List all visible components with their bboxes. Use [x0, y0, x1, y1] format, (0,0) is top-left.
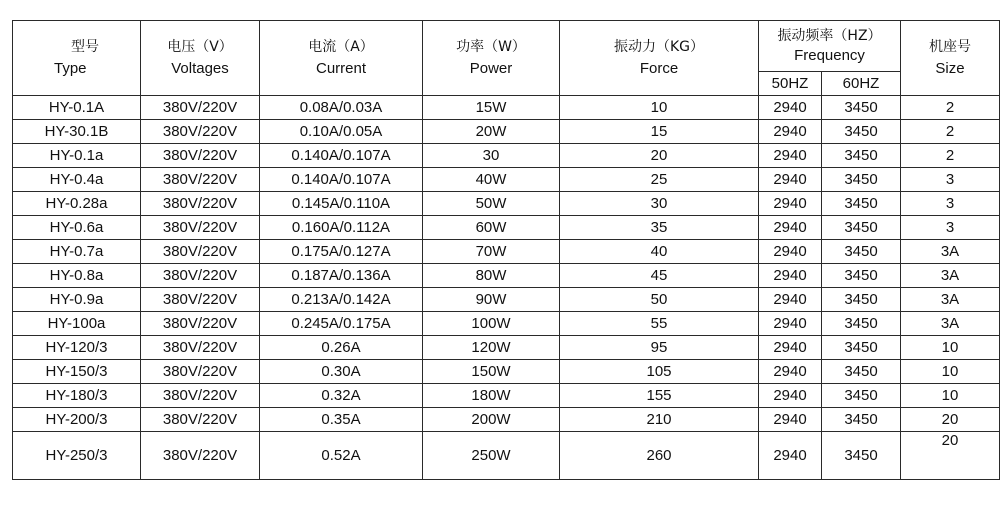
cell-power: 50W [423, 192, 560, 216]
cell-freq-50: 2940 [759, 120, 822, 144]
cell-size: 3A [901, 312, 1000, 336]
cell-power: 60W [423, 216, 560, 240]
table-row [13, 384, 1000, 408]
header-force [560, 21, 759, 96]
cell-freq-50: 2940 [759, 408, 822, 432]
cell-freq-50: 2940 [759, 192, 822, 216]
cell-voltage: 380V/220V [141, 336, 260, 360]
cell-size: 3 [901, 192, 1000, 216]
header-power [423, 21, 560, 96]
header-row [13, 21, 1000, 72]
cell-freq-50: 2940 [759, 312, 822, 336]
header-size-en: Size [935, 59, 965, 77]
header-voltage [141, 21, 260, 96]
cell-freq-50: 2940 [759, 264, 822, 288]
cell-freq-60: 3450 [822, 360, 901, 384]
cell-type: HY-0.7a [13, 240, 141, 264]
table-row [13, 432, 1000, 480]
table-row [13, 168, 1000, 192]
cell-voltage: 380V/220V [141, 240, 260, 264]
table-row [13, 408, 1000, 432]
cell-size: 3A [901, 240, 1000, 264]
cell-freq-60: 3450 [822, 312, 901, 336]
cell-type: HY-150/3 [13, 360, 141, 384]
cell-current: 0.52A [260, 432, 423, 480]
cell-voltage: 380V/220V [141, 432, 260, 480]
cell-type: HY-0.4a [13, 168, 141, 192]
header-power-cn: 功率（W） [456, 38, 526, 55]
cell-current: 0.10A/0.05A [260, 120, 423, 144]
header-type-en: Type [54, 59, 87, 77]
cell-voltage: 380V/220V [141, 312, 260, 336]
header-freq-60: 60HZ [822, 72, 901, 96]
cell-current: 0.140A/0.107A [260, 168, 423, 192]
cell-current: 0.175A/0.127A [260, 240, 423, 264]
cell-power: 40W [423, 168, 560, 192]
header-type [13, 21, 141, 96]
header-frequency-en: Frequency [794, 46, 865, 64]
cell-type: HY-120/3 [13, 336, 141, 360]
table-row [13, 264, 1000, 288]
cell-current: 0.245A/0.175A [260, 312, 423, 336]
cell-freq-60: 3450 [822, 336, 901, 360]
cell-voltage: 380V/220V [141, 96, 260, 120]
spec-table [12, 20, 1000, 480]
cell-force: 95 [560, 336, 759, 360]
header-voltage-en: Voltages [171, 59, 229, 77]
cell-voltage: 380V/220V [141, 408, 260, 432]
table-row [13, 312, 1000, 336]
cell-freq-50: 2940 [759, 96, 822, 120]
cell-freq-60: 3450 [822, 288, 901, 312]
cell-force: 30 [560, 192, 759, 216]
cell-force: 15 [560, 120, 759, 144]
cell-freq-60: 3450 [822, 240, 901, 264]
cell-type: HY-0.1A [13, 96, 141, 120]
cell-size: 20 [901, 408, 1000, 432]
header-freq-50: 50HZ [759, 72, 822, 96]
cell-size: 2 [901, 96, 1000, 120]
table-row [13, 360, 1000, 384]
cell-power: 70W [423, 240, 560, 264]
cell-type: HY-0.1a [13, 144, 141, 168]
cell-force: 155 [560, 384, 759, 408]
cell-size: 10 [901, 360, 1000, 384]
cell-power: 80W [423, 264, 560, 288]
header-type-cn: 型号 [71, 38, 99, 55]
cell-freq-50: 2940 [759, 288, 822, 312]
cell-voltage: 380V/220V [141, 216, 260, 240]
cell-force: 10 [560, 96, 759, 120]
cell-size: 3 [901, 168, 1000, 192]
cell-force: 210 [560, 408, 759, 432]
cell-freq-60: 3450 [822, 432, 901, 480]
cell-size: 10 [901, 384, 1000, 408]
cell-current: 0.08A/0.03A [260, 96, 423, 120]
cell-freq-60: 3450 [822, 168, 901, 192]
header-current-cn: 电流（A） [308, 38, 374, 55]
cell-size: 3 [901, 216, 1000, 240]
cell-freq-50: 2940 [759, 432, 822, 480]
header-size-cn: 机座号 [929, 38, 971, 55]
cell-current: 0.140A/0.107A [260, 144, 423, 168]
cell-current: 0.32A [260, 384, 423, 408]
cell-freq-50: 2940 [759, 144, 822, 168]
cell-voltage: 380V/220V [141, 264, 260, 288]
cell-voltage: 380V/220V [141, 192, 260, 216]
cell-current: 0.187A/0.136A [260, 264, 423, 288]
cell-type: HY-180/3 [13, 384, 141, 408]
header-current [260, 21, 423, 96]
cell-type: HY-30.1B [13, 120, 141, 144]
cell-force: 35 [560, 216, 759, 240]
cell-type: HY-0.6a [13, 216, 141, 240]
cell-size: 20 [901, 432, 1000, 480]
table-row [13, 216, 1000, 240]
cell-force: 25 [560, 168, 759, 192]
cell-voltage: 380V/220V [141, 144, 260, 168]
header-frequency-cn: 振动频率（HZ） [777, 27, 882, 44]
header-power-en: Power [469, 59, 513, 77]
cell-power: 90W [423, 288, 560, 312]
cell-power: 200W [423, 408, 560, 432]
table-row [13, 288, 1000, 312]
cell-type: HY-0.9a [13, 288, 141, 312]
cell-force: 20 [560, 144, 759, 168]
cell-force: 50 [560, 288, 759, 312]
cell-power: 15W [423, 96, 560, 120]
cell-current: 0.30A [260, 360, 423, 384]
cell-freq-60: 3450 [822, 96, 901, 120]
cell-freq-50: 2940 [759, 384, 822, 408]
cell-power: 30 [423, 144, 560, 168]
cell-power: 250W [423, 432, 560, 480]
cell-force: 105 [560, 360, 759, 384]
header-voltage-cn: 电压（V） [167, 38, 233, 55]
cell-power: 150W [423, 360, 560, 384]
cell-size: 3A [901, 264, 1000, 288]
header-force-en: Force [639, 59, 679, 77]
header-current-en: Current [315, 59, 367, 77]
cell-power: 20W [423, 120, 560, 144]
cell-power: 100W [423, 312, 560, 336]
cell-size: 2 [901, 120, 1000, 144]
cell-power: 120W [423, 336, 560, 360]
header-force-cn: 振动力（KG） [613, 38, 705, 55]
cell-current: 0.213A/0.142A [260, 288, 423, 312]
cell-voltage: 380V/220V [141, 384, 260, 408]
cell-freq-60: 3450 [822, 120, 901, 144]
table-row [13, 144, 1000, 168]
cell-freq-50: 2940 [759, 240, 822, 264]
cell-force: 45 [560, 264, 759, 288]
cell-voltage: 380V/220V [141, 120, 260, 144]
cell-current: 0.145A/0.110A [260, 192, 423, 216]
cell-current: 0.160A/0.112A [260, 216, 423, 240]
cell-force: 260 [560, 432, 759, 480]
cell-size: 3A [901, 288, 1000, 312]
cell-voltage: 380V/220V [141, 288, 260, 312]
cell-type: HY-0.8a [13, 264, 141, 288]
cell-freq-50: 2940 [759, 336, 822, 360]
cell-freq-60: 3450 [822, 216, 901, 240]
table-row [13, 336, 1000, 360]
header-size [901, 21, 1000, 96]
cell-force: 40 [560, 240, 759, 264]
cell-freq-50: 2940 [759, 360, 822, 384]
cell-current: 0.26A [260, 336, 423, 360]
cell-freq-60: 3450 [822, 408, 901, 432]
cell-current: 0.35A [260, 408, 423, 432]
cell-size: 10 [901, 336, 1000, 360]
cell-freq-50: 2940 [759, 168, 822, 192]
cell-type: HY-100a [13, 312, 141, 336]
cell-force: 55 [560, 312, 759, 336]
cell-freq-60: 3450 [822, 144, 901, 168]
cell-voltage: 380V/220V [141, 360, 260, 384]
cell-size: 2 [901, 144, 1000, 168]
cell-freq-60: 3450 [822, 192, 901, 216]
cell-power: 180W [423, 384, 560, 408]
table-row [13, 192, 1000, 216]
cell-freq-50: 2940 [759, 216, 822, 240]
cell-type: HY-250/3 [13, 432, 141, 480]
cell-type: HY-200/3 [13, 408, 141, 432]
cell-freq-60: 3450 [822, 384, 901, 408]
table-row [13, 120, 1000, 144]
cell-voltage: 380V/220V [141, 168, 260, 192]
table-row [13, 96, 1000, 120]
header-frequency [759, 21, 901, 72]
cell-freq-60: 3450 [822, 264, 901, 288]
table-row [13, 240, 1000, 264]
spec-table-body [13, 96, 1000, 480]
cell-type: HY-0.28a [13, 192, 141, 216]
